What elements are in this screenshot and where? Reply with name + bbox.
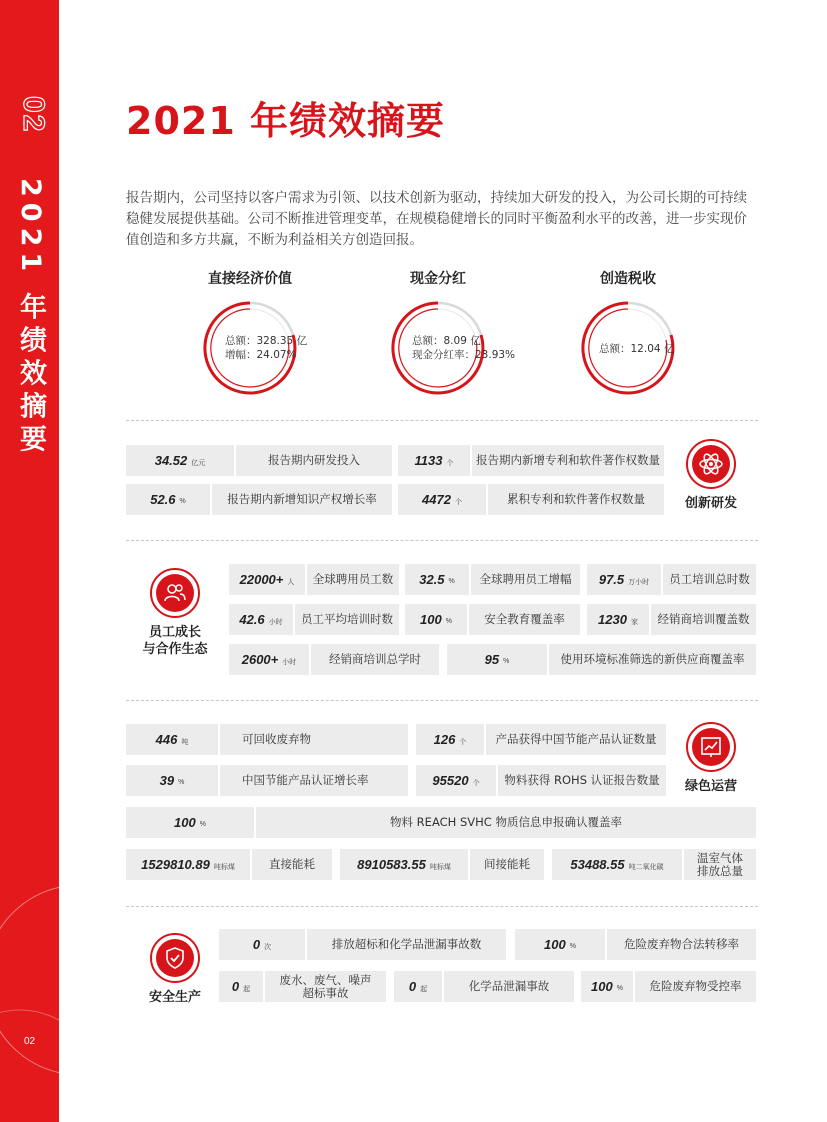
green-stat [416,765,666,796]
icon-circle [156,939,194,977]
text-value: 温室气体 [697,850,743,865]
text-value: 34.52 [154,453,188,468]
section-divider [126,540,758,541]
economic-value-circle [170,268,330,398]
people-icon [162,580,188,606]
text-value: 报告期内研发投入 [268,453,360,467]
text-value: 1230 [598,612,627,627]
stat-value [229,644,309,675]
safety-stat [515,929,756,960]
green-stat [552,849,756,880]
employee-stat [229,604,399,635]
text-value: 直接能耗 [269,857,315,871]
text-value: 100 [591,979,613,994]
stat-value [126,807,254,838]
text-value: 0 [252,937,261,952]
text-value: 使用环境标准筛选的新供应商覆盖率 [560,652,745,666]
stat-value [405,604,467,635]
green-stat [126,765,408,796]
sidebar-section-number: 02 [17,96,50,134]
stat-value [126,849,250,880]
text-value: 个 [446,459,454,467]
text-value: 废水、废气、噪声 [279,972,372,987]
stat-value [398,445,470,476]
text-value: 4472 [422,492,451,507]
category-innovation [672,439,750,512]
text-value: % [503,658,510,665]
safety-stat [219,971,386,1002]
green-stat [416,724,666,755]
text-value: 全球聘用员工增幅 [479,572,572,586]
circle-text [170,334,330,362]
category-safety [136,933,214,1006]
text-value: 0 [408,979,417,994]
text-value: 物料 REACH SVHC 物质信息申报确认覆盖率 [390,815,622,829]
text-value: 可回收废弃物 [242,732,311,746]
text-value: 95 [484,652,500,667]
innovation-stat [398,484,664,515]
text-value: 万小时 [628,578,650,586]
text-value: 100 [544,937,566,952]
stat-value [581,971,633,1002]
text-value: 吨 [181,738,189,746]
icon-circle [150,568,200,618]
green-stat [126,807,756,838]
text-value: 人 [287,578,295,586]
stat-value [229,604,293,635]
category-employee [130,568,220,658]
stat-value [447,644,547,675]
text-value: 排放超标和化学品泄漏事故数 [331,937,482,951]
text-value: 间接能耗 [484,857,530,871]
stat-value [219,929,305,960]
innovation-stat [126,445,392,476]
circle-line: 总额：328.35 亿 [225,335,308,347]
circle-heading: 现金分红 [410,271,466,287]
employee-stat [405,564,580,595]
stat-value [587,604,649,635]
circle-line: 总额：8.09 亿 [412,335,481,347]
text-value: 报告期内新增知识产权增长率 [227,492,377,506]
category-label: 创新研发 [684,496,737,511]
stat-value [126,724,218,755]
text-value: 39 [159,773,175,788]
section-divider [126,700,758,701]
intro-paragraph: 报告期内，公司坚持以客户需求为引领、以技术创新为驱动，持续加大研发的投入，为公司长期的可持续稳健发展提供基础。公司不断推进管理变革，在规模稳健增长的同时平衡盈利水平的改善，进一步实现价值创造和多方共赢，不断为利益相关方创造回报。 [126,190,747,248]
employee-stat [447,644,756,675]
stat-value [219,971,263,1002]
circle-line: 增幅：24.07% [225,349,297,361]
text-value: 经销商培训总学时 [329,652,421,666]
category-green [672,722,750,795]
text-value: 95520 [432,773,469,788]
text-value: 危险废弃物合法转移率 [624,937,739,951]
text-value: 52.6 [150,492,176,507]
text-value: 53488.55 [570,857,625,872]
decorative-curves [0,0,59,1122]
text-value: 经销商培训覆盖数 [657,612,750,626]
icon-circle [150,933,200,983]
shield-check-icon [162,945,188,971]
text-value: 危险废弃物受控率 [649,979,742,993]
text-value: 22000+ [239,572,284,587]
text-value: 个 [459,738,467,746]
page-title: 2021 年绩效摘要 [126,99,445,143]
text-value: 安全教育覆盖率 [484,612,565,626]
text-value: 446 [155,732,178,747]
text-value: 小时 [268,618,283,626]
text-value: 与合作生态 [142,642,208,657]
text-value: 次 [264,943,272,951]
category-label: 安全生产 [148,990,201,1005]
section-divider [126,906,758,907]
text-value: 0 [231,979,240,994]
circle-line: 现金分红率：23.93% [412,349,516,361]
text-value: % [178,779,185,786]
text-value: 物料获得 ROHS 认证报告数量 [504,773,660,787]
employee-stat [405,604,580,635]
text-value: 产品获得中国节能产品认证数量 [495,732,657,746]
stat-value [126,445,234,476]
text-value: 中国节能产品认证增长率 [242,773,369,787]
icon-circle [686,722,736,772]
icon-circle [692,728,730,766]
sidebar-vertical-title: 2021 年绩效摘要 [15,178,46,458]
chart-icon [698,734,724,760]
text-value: 个 [454,498,462,506]
stat-value [416,724,484,755]
safety-stat [581,971,756,1002]
green-stat [340,849,544,880]
text-value: 化学品泄漏事故 [468,979,550,993]
cash-dividend-circle [358,268,518,398]
employee-stat [229,644,439,675]
text-value: 1133 [414,453,443,468]
text-value: 8910583.55 [357,857,426,872]
text-value: 吨标煤 [429,863,451,871]
page-number: 02 [23,1036,36,1047]
text-value: % [448,578,455,585]
text-value: % [445,618,452,625]
text-value: 起 [243,985,251,993]
circle-text [358,334,518,362]
category-label [130,624,220,658]
text-value: 家 [630,618,638,626]
icon-circle [156,574,194,612]
text-value: 报告期内新增专利和软件著作权数量 [476,453,660,467]
text-value: 吨标煤 [213,863,235,871]
stat-label [684,849,756,880]
text-value: % [199,821,206,828]
text-value: 32.5 [419,572,445,587]
icon-circle [686,439,736,489]
stat-value [405,564,469,595]
stat-value [126,484,210,515]
text-value: 个 [472,779,480,787]
text-value: 超标事故 [302,985,349,1000]
stat-value [587,564,661,595]
text-value: 97.5 [598,572,625,587]
category-label: 绿色运营 [684,779,737,794]
text-value: 员工平均培训时数 [301,612,393,626]
text-value: 员工成长 [148,625,201,640]
text-value: 126 [433,732,456,747]
safety-stat [219,929,506,960]
text-value: 42.6 [239,612,265,627]
green-stat [126,724,408,755]
stat-value [515,929,605,960]
employee-stat [229,564,399,595]
stat-label [265,971,386,1002]
text-value: 吨二氧化碳 [628,863,664,871]
tax-circle [548,268,708,398]
text-value: 2600+ [241,652,279,667]
stat-value [416,765,496,796]
icon-circle [692,445,730,483]
text-value: 排放总量 [697,863,743,878]
text-value: 全球聘用员工数 [312,572,394,586]
sidebar-strip [0,0,59,1122]
text-value: 1529810.89 [141,857,210,872]
stat-value [394,971,442,1002]
atom-icon [698,451,724,477]
stat-value [126,765,218,796]
circle-text [548,342,708,356]
stat-value [340,849,468,880]
stat-value [229,564,305,595]
text-value: % [179,498,186,505]
circle-line: 总额：12.04 亿 [599,343,675,355]
employee-stat [587,604,756,635]
stat-value [552,849,682,880]
text-value: 100 [174,815,196,830]
text-value: % [569,943,576,950]
innovation-stat [398,445,664,476]
green-stat [126,849,332,880]
stat-value [398,484,486,515]
text-value: % [616,985,623,992]
section-divider [126,420,758,421]
employee-stat [587,564,756,595]
text-value: 员工培训总时数 [669,572,750,586]
text-value: 100 [420,612,442,627]
safety-stat [394,971,574,1002]
text-value: 小时 [282,658,297,666]
text-value: 亿元 [191,459,206,467]
circle-heading: 创造税收 [600,271,656,287]
innovation-stat [126,484,392,515]
text-value: 累积专利和软件著作权数量 [507,492,645,506]
circle-heading: 直接经济价值 [208,271,292,287]
text-value: 起 [420,985,428,993]
